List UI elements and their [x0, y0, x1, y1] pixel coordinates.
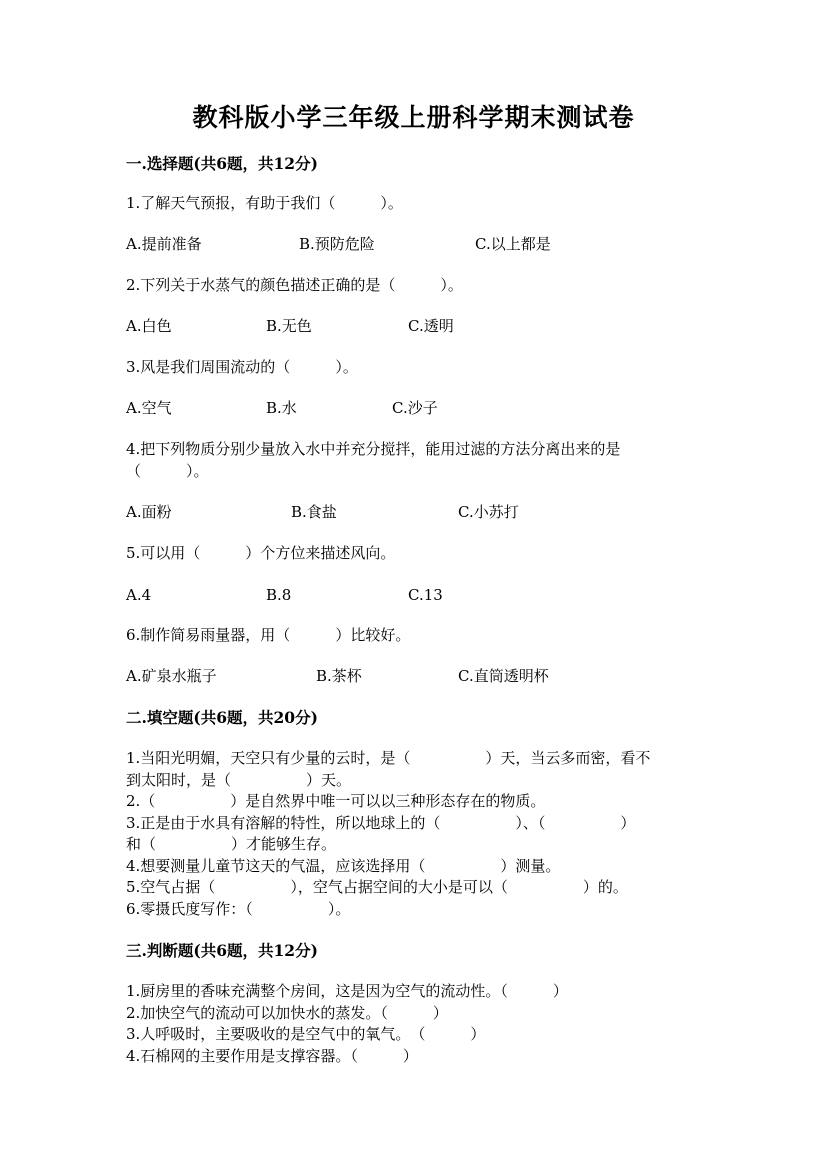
- option-c: C.小苏打: [458, 503, 519, 521]
- judge-line: 2.加快空气的流动可以加快水的蒸发。（ ）: [126, 1004, 448, 1022]
- question-stem: 1.了解天气预报，有助于我们（ ）。: [126, 194, 403, 212]
- option-c: C.13: [408, 586, 443, 604]
- option-b: B.预防危险: [299, 235, 375, 253]
- fill-line: 6.零摄氏度写作：（ ）。: [126, 900, 351, 918]
- judge-line: 4.石棉网的主要作用是支撑容器。（ ）: [126, 1047, 418, 1065]
- question-stem: 4.把下列物质分别少量放入水中并充分搅拌，能用过滤的方法分离出来的是: [126, 440, 621, 458]
- question-stem: 5.可以用（ ）个方位来描述风向。: [126, 544, 396, 562]
- fill-line: 5.空气占据（ ），空气占据空间的大小是可以（ ）的。: [126, 878, 628, 896]
- option-b: B.茶杯: [316, 667, 362, 685]
- option-a: A.面粉: [126, 503, 172, 521]
- option-a: A.提前准备: [126, 235, 202, 253]
- section-heading-choice: 一.选择题(共6题，共12分): [126, 154, 318, 173]
- option-c: C.沙子: [392, 399, 438, 417]
- question-stem: 6.制作简易雨量器，用（ ）比较好。: [126, 626, 411, 644]
- section-heading-fill-blank: 二.填空题(共6题，共20分): [126, 708, 318, 727]
- fill-line: 1.当阳光明媚，天空只有少量的云时，是（ ）天，当云多而密，看不: [126, 749, 651, 767]
- fill-line: 2.（ ）是自然界中唯一可以以三种形态存在的物质。: [126, 792, 546, 810]
- option-c: C.透明: [408, 317, 454, 335]
- fill-line: 3.正是由于水具有溶解的特性，所以地球上的（ ）、（ ）: [126, 814, 636, 832]
- section-heading-true-false: 三.判断题(共6题，共12分): [126, 941, 318, 960]
- fill-line: 到太阳时，是（ ）天。: [126, 771, 352, 789]
- option-a: A.空气: [126, 399, 172, 417]
- judge-line: 1.厨房里的香味充满整个房间，这是因为空气的流动性。（ ）: [126, 982, 568, 1000]
- option-a: A.4: [126, 586, 152, 604]
- option-b: B.无色: [266, 317, 312, 335]
- option-a: A.矿泉水瓶子: [126, 667, 217, 685]
- option-c: C.直筒透明杯: [458, 667, 549, 685]
- option-b: B.水: [266, 399, 297, 417]
- question-stem: 3.风是我们周围流动的（ ）。: [126, 358, 358, 376]
- option-b: B.8: [266, 586, 292, 604]
- judge-line: 3.人呼吸时，主要吸收的是空气中的氧气。 （ ）: [126, 1025, 486, 1043]
- question-stem-continued: （ ）。: [126, 462, 209, 480]
- page-title: 教科版小学三年级上册科学期末测试卷: [192, 103, 635, 132]
- fill-line: 和（ ）才能够生存。: [126, 835, 337, 853]
- option-a: A.白色: [126, 317, 172, 335]
- question-stem: 2.下列关于水蒸气的颜色描述正确的是（ ）。: [126, 276, 463, 294]
- fill-line: 4.想要测量儿童节这天的气温，应该选择用（ ）测量。: [126, 857, 561, 875]
- option-b: B.食盐: [291, 503, 337, 521]
- option-c: C.以上都是: [475, 235, 551, 253]
